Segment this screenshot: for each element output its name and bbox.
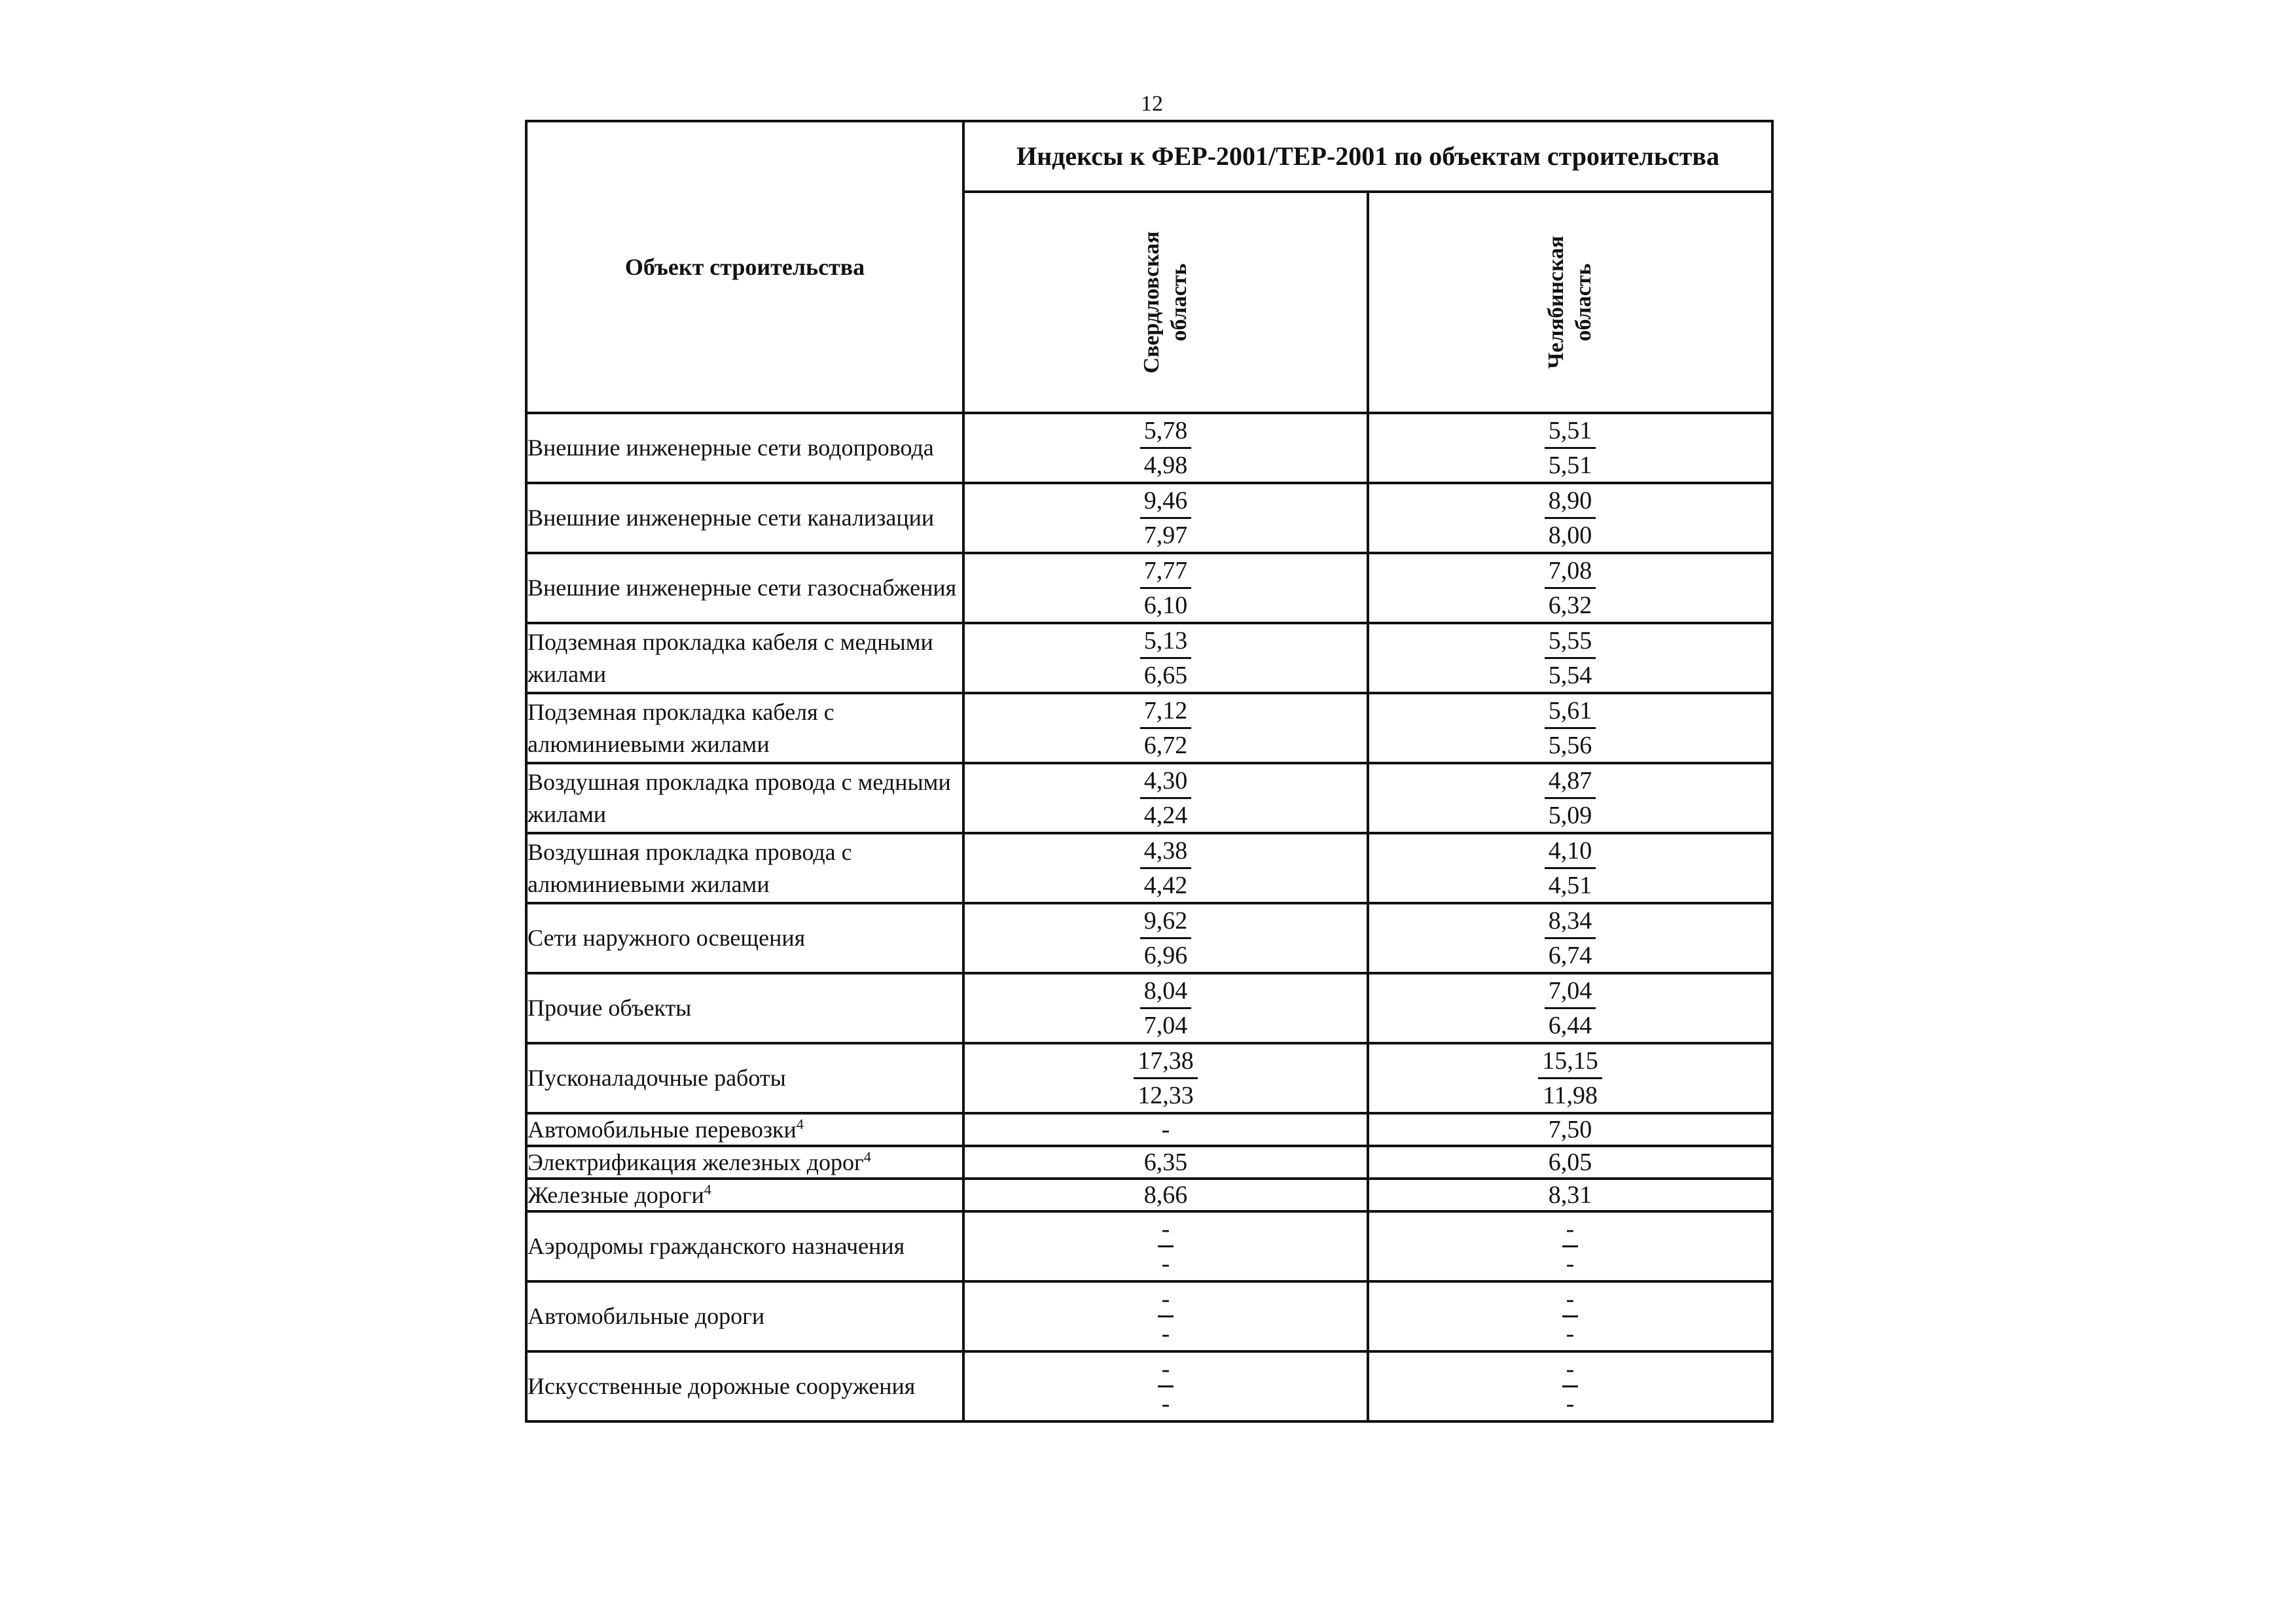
ter-value: 5,09	[1548, 802, 1592, 829]
fer-value: -	[1158, 1213, 1174, 1247]
object-name-text: Железные дороги	[528, 1182, 704, 1208]
ter-value: 12,33	[1138, 1082, 1194, 1109]
fer-value: 17,38	[1134, 1044, 1198, 1079]
value-sverdlovsk: 8,66	[963, 1179, 1368, 1211]
table-row	[526, 1146, 1772, 1179]
object-name: Внешние инженерные сети канализации	[526, 483, 963, 553]
value-sverdlovsk	[963, 763, 1368, 833]
value-chelyabinsk	[1368, 833, 1772, 903]
fer-value: 9,46	[1140, 484, 1192, 519]
value-chelyabinsk	[1368, 973, 1772, 1043]
header-region-sverdlovsk	[963, 192, 1368, 413]
value-sverdlovsk: -	[963, 1113, 1368, 1146]
table-row	[526, 1351, 1772, 1421]
fer-value: 8,34	[1545, 904, 1596, 939]
fer-value: 5,78	[1140, 414, 1192, 449]
object-name	[526, 1179, 963, 1211]
ter-value: 5,54	[1548, 662, 1592, 689]
object-name: Внешние инженерные сети газоснабжения	[526, 553, 963, 623]
table-row	[526, 1043, 1772, 1113]
header-region-chelyabinsk	[1368, 192, 1772, 413]
header-object: Объект строительства	[526, 121, 963, 413]
footnote-mark: 4	[863, 1149, 871, 1165]
region-sverdlovsk-line2: область	[1167, 263, 1191, 342]
object-name-text: Автомобильные перевозки	[528, 1116, 797, 1143]
fer-value: 4,38	[1140, 834, 1192, 869]
ter-value: 7,04	[1143, 1012, 1188, 1039]
value-chelyabinsk	[1368, 1043, 1772, 1113]
object-name: Воздушная прокладка провода с алюминиевыми жилами	[526, 833, 963, 903]
fer-value: 9,62	[1140, 904, 1192, 939]
fer-value: -	[1562, 1353, 1579, 1387]
table-row	[526, 1281, 1772, 1351]
fer-value: 15,15	[1538, 1044, 1602, 1079]
object-name: Пусконаладочные работы	[526, 1043, 963, 1113]
ter-value: 4,24	[1143, 802, 1188, 829]
fer-value: 5,13	[1140, 624, 1192, 659]
footnote-mark: 4	[704, 1181, 711, 1198]
value-sverdlovsk	[963, 1043, 1368, 1113]
fer-value: -	[1562, 1283, 1579, 1317]
table-row	[526, 763, 1772, 833]
region-chelyabinsk-line2: область	[1571, 263, 1596, 342]
fer-value: 7,77	[1140, 554, 1192, 589]
value-sverdlovsk	[963, 973, 1368, 1043]
value-sverdlovsk	[963, 833, 1368, 903]
value-chelyabinsk: 6,05	[1368, 1146, 1772, 1179]
object-name: Сети наружного освещения	[526, 903, 963, 973]
value-chelyabinsk: 8,31	[1368, 1179, 1772, 1211]
table-row	[526, 903, 1772, 973]
value-chelyabinsk	[1368, 1351, 1772, 1421]
ter-value: -	[1566, 1390, 1575, 1418]
ter-value: 5,51	[1548, 452, 1592, 479]
ter-value: 6,72	[1143, 732, 1188, 759]
object-name: Подземная прокладка кабеля с алюминиевыми жилами	[526, 693, 963, 763]
object-name: Автомобильные дороги	[526, 1281, 963, 1351]
table-row	[526, 1211, 1772, 1281]
fer-value: -	[1158, 1353, 1174, 1387]
ter-value: -	[1161, 1320, 1170, 1347]
value-chelyabinsk	[1368, 553, 1772, 623]
region-sverdlovsk-line1: Свердловская	[1139, 231, 1164, 374]
object-name: Внешние инженерные сети водопровода	[526, 413, 963, 483]
fer-value: -	[1562, 1213, 1579, 1247]
value-chelyabinsk	[1368, 623, 1772, 693]
table-row	[526, 483, 1772, 553]
value-chelyabinsk	[1368, 1281, 1772, 1351]
table-row	[526, 833, 1772, 903]
ter-value: 6,32	[1548, 592, 1592, 619]
value-chelyabinsk	[1368, 903, 1772, 973]
ter-value: 6,96	[1143, 942, 1188, 969]
ter-value: 7,97	[1143, 522, 1188, 549]
table-row	[526, 1113, 1772, 1146]
object-name	[526, 1146, 963, 1179]
object-name: Подземная прокладка кабеля с медными жилами	[526, 623, 963, 693]
fer-value: 5,51	[1545, 414, 1596, 449]
fer-value: 5,61	[1545, 694, 1596, 729]
fer-value: 4,30	[1140, 764, 1192, 799]
ter-value: -	[1566, 1250, 1575, 1277]
header-main-title: Индексы к ФЕР-2001/ТЕР-2001 по объектам строительства	[963, 121, 1772, 192]
value-chelyabinsk	[1368, 693, 1772, 763]
footnote-mark: 4	[796, 1116, 804, 1132]
ter-value: 6,74	[1548, 942, 1592, 969]
value-chelyabinsk	[1368, 763, 1772, 833]
index-table	[525, 120, 1774, 1423]
fer-value: 4,10	[1545, 834, 1596, 869]
ter-value: 11,98	[1542, 1082, 1598, 1109]
fer-value: 4,87	[1545, 764, 1596, 799]
table-row	[526, 973, 1772, 1043]
value-sverdlovsk	[963, 623, 1368, 693]
table-row	[526, 693, 1772, 763]
ter-value: 4,98	[1143, 452, 1188, 479]
page-number: 12	[1141, 92, 1163, 116]
table-row	[526, 1179, 1772, 1211]
ter-value: -	[1566, 1320, 1575, 1347]
fer-value: 8,90	[1545, 484, 1596, 519]
fer-value: 8,04	[1140, 974, 1192, 1009]
value-chelyabinsk: 7,50	[1368, 1113, 1772, 1146]
fer-value: 5,55	[1545, 624, 1596, 659]
value-sverdlovsk	[963, 1281, 1368, 1351]
value-sverdlovsk	[963, 413, 1368, 483]
ter-value: 6,10	[1143, 592, 1188, 619]
value-sverdlovsk	[963, 553, 1368, 623]
table-row	[526, 623, 1772, 693]
ter-value: 8,00	[1548, 522, 1592, 549]
region-chelyabinsk-line1: Челябинская	[1544, 236, 1568, 369]
ter-value: 4,42	[1143, 872, 1188, 899]
value-sverdlovsk	[963, 693, 1368, 763]
value-sverdlovsk	[963, 1211, 1368, 1281]
fer-value: 7,04	[1545, 974, 1596, 1009]
value-sverdlovsk	[963, 903, 1368, 973]
object-name	[526, 1113, 963, 1146]
table-row	[526, 413, 1772, 483]
ter-value: -	[1161, 1390, 1170, 1418]
value-sverdlovsk: 6,35	[963, 1146, 1368, 1179]
object-name-text: Электрификация железных дорог	[528, 1149, 864, 1175]
object-name: Искусственные дорожные сооружения	[526, 1351, 963, 1421]
ter-value: 6,44	[1548, 1012, 1592, 1039]
fer-value: -	[1158, 1283, 1174, 1317]
object-name: Аэродромы гражданского назначения	[526, 1211, 963, 1281]
ter-value: 4,51	[1548, 872, 1592, 899]
ter-value: 5,56	[1548, 732, 1592, 759]
fer-value: 7,08	[1545, 554, 1596, 589]
value-chelyabinsk	[1368, 483, 1772, 553]
value-chelyabinsk	[1368, 1211, 1772, 1281]
object-name: Воздушная прокладка провода с медными жилами	[526, 763, 963, 833]
value-sverdlovsk	[963, 1351, 1368, 1421]
ter-value: 6,65	[1143, 662, 1188, 689]
object-name: Прочие объекты	[526, 973, 963, 1043]
table-row	[526, 553, 1772, 623]
ter-value: -	[1161, 1250, 1170, 1277]
value-chelyabinsk	[1368, 413, 1772, 483]
fer-value: 7,12	[1140, 694, 1192, 729]
value-sverdlovsk	[963, 483, 1368, 553]
